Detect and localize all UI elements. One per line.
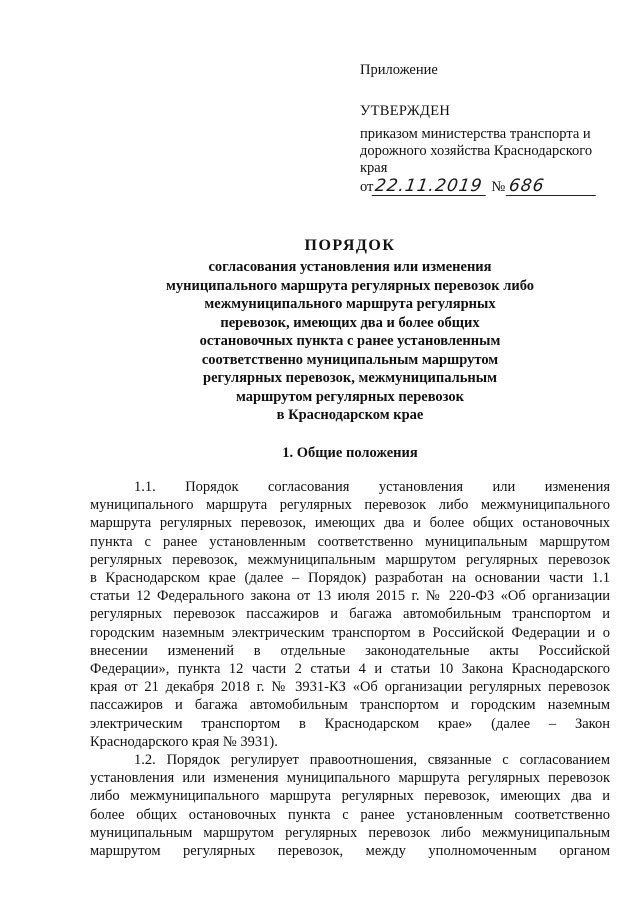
body-text [90,478,610,860]
paragraph-line: регулярных перевозок пассажиров и багажа автомобильным транспортом и [90,606,610,623]
approval-line: края [360,160,388,176]
approved-label: УТВЕРЖДЕН [360,103,451,119]
paragraph-line: пассажиров и багажа автомобильным транспортом и городским наземным [90,697,610,714]
title-line: регулярных перевозок, межмуниципальным [203,370,497,386]
paragraph-line: маршрутом регулярных перевозок, между уполномоченным органом [90,843,610,860]
handwritten-number: 686 [506,177,599,196]
paragraph-line: либо межмуниципального маршрута регулярных перевозок, имеющих два и [90,788,610,805]
handwritten-date: 22.11.2019 [372,177,489,196]
title-line: соответственно муниципальным маршрутом [201,351,499,368]
title-line: межмуниципального маршрута регулярных [204,296,496,312]
paragraph-line: 1.2. Порядок регулирует правоотношения, связанные с согласованием [134,752,610,769]
paragraph-line: более общих остановочных пункта с ранее установленным соответственно [90,806,610,823]
paragraph-line: регулярных перевозок, межмуниципальным маршрутом регулярных перевозок [90,551,610,568]
number-prefix: № [491,179,506,195]
paragraph-line: установления или изменения муниципального маршрута регулярных перевозок [90,770,610,787]
title-line: муниципального маршрута регулярных перевозок либо [165,277,535,294]
title-line: маршрутом регулярных перевозок [235,388,465,405]
date-prefix: от [360,179,374,195]
title-line: в Краснодарском крае [276,407,424,423]
approval-line: дорожного хозяйства Краснодарского [360,143,593,159]
paragraph-line: 1.1. Порядок согласования установления или изменения [134,479,610,495]
title-line: согласования установления или изменения [208,259,492,275]
paragraph-line: электрическим транспортом в Краснодарском крае» (далее – Закон [90,715,610,732]
document-title: ПОРЯДОК [304,237,396,254]
paragraph-line: края от 21 декабря 2018 г. № 3931-КЗ «Об организации регулярных перевозок [90,679,610,696]
paragraph-line: Краснодарского края № 3931). [90,733,278,750]
appendix-label: Приложение [360,62,438,78]
paragraph-line: в Краснодарском крае (далее – Порядок) разработан на основании части 1.1 [90,570,610,587]
approval-line: приказом министерства транспорта и [360,126,591,142]
paragraph-line: муниципальным маршрутом регулярных перевозок либо межмуниципальным [90,824,610,841]
paragraph-line: статьи 12 Федерального закона от 13 июля 2015 г. № 220-ФЗ «Об организации [90,588,610,605]
title-line: перевозок, имеющих два и более общих [220,314,480,331]
approval-date-line [360,177,610,196]
section-heading: 1. Общие положения [282,445,418,461]
paragraph-line: городским наземным электрическим транспортом в Российской Федерации и о [90,624,610,641]
approval-block [360,62,610,196]
document-title-block [90,236,610,425]
title-line: остановочных пункта с ранее установленным [199,333,501,349]
paragraph-line: маршрута регулярных перевозок, имеющих два и более общих остановочных [90,515,610,532]
paragraph-line: внесении изменений в отдельные законодательные акты Российской [90,642,610,659]
paragraph-line: муниципального маршрута регулярных перевозок либо межмуниципального [90,497,610,514]
paragraph-line: Федерации», пункта 12 части 2 статьи 4 и статьи 10 Закона Краснодарского [90,661,610,678]
paragraph-line: пункта с ранее установленным соответственно муниципальным маршрутом [90,533,610,550]
